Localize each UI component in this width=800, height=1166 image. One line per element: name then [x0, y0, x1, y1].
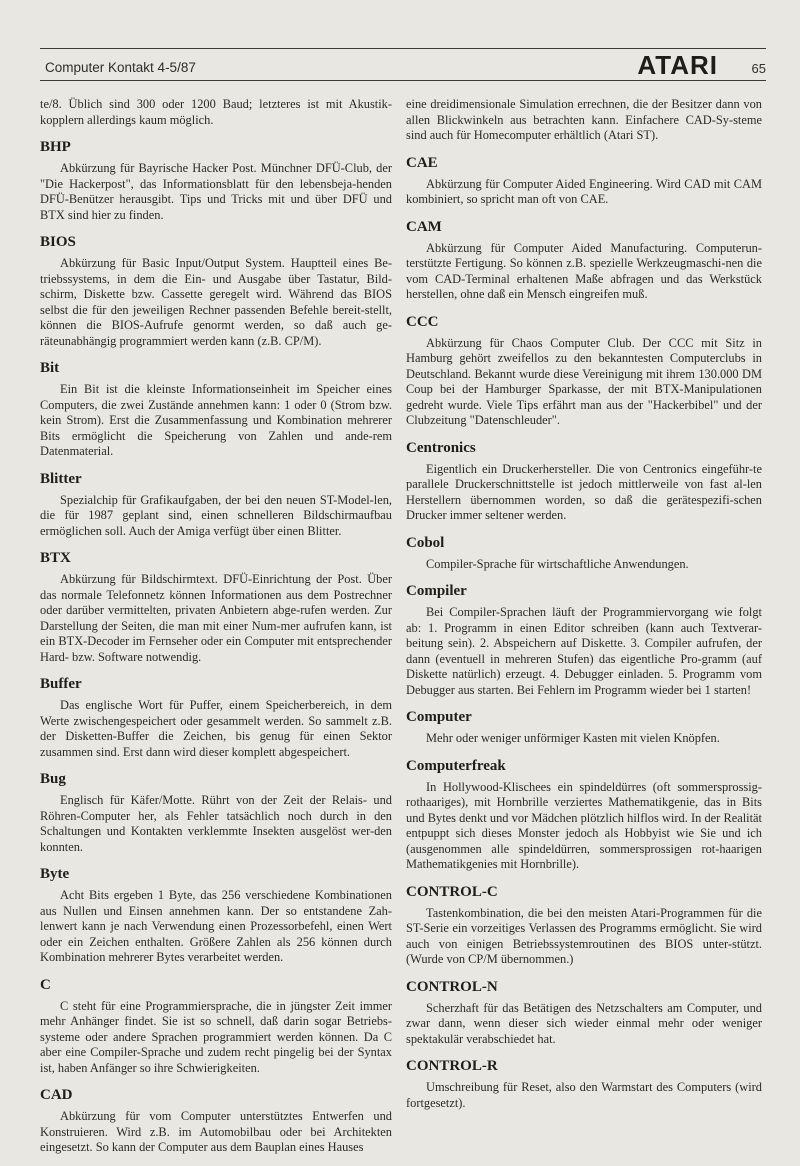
header-rule-bottom: [40, 80, 766, 81]
entry-term: Computer: [406, 709, 472, 725]
entry-term: CONTROL-R: [406, 1058, 498, 1074]
entry-definition: Spezialchip für Grafikaufgaben, der bei den neuen ST-Model-len, die für 1987 geplant sind, einen schnelleren Bildschirmaufbau ermöglichen soll. Auch der Amiga verfügt über einen Blitter.: [40, 492, 392, 538]
right-column: [406, 97, 762, 1121]
page-header: [40, 52, 766, 82]
glossary-entry: [406, 313, 762, 429]
left-column: [40, 97, 392, 1166]
entry-term: CAM: [406, 218, 442, 235]
glossary-entry: [40, 233, 392, 349]
glossary-entry: [40, 865, 392, 966]
entry-term: CONTROL-C: [406, 883, 498, 900]
entry-definition: Englisch für Käfer/Motte. Rührt von der Zeit der Relais- und Röhren-Computer her, als Fehler tatsächlich noch durch in den Schaltungen und Kontakten verklemmte Insekten ausgelöst wer-den konnten.: [40, 793, 392, 854]
glossary-entries-left: [40, 138, 392, 1156]
glossary-entry: [406, 582, 762, 698]
entry-term: Compiler: [406, 583, 467, 599]
entry-definition: C steht für eine Programmiersprache, die in jüngster Zeit immer mehr Anhänger findet. Sie ist so schnell, daß darin sogar Betriebs-systeme oder andere Sprachen programmiert werden können. Da C aber eine Compiler-Sprache und zudem recht pingelig bei der Syntax ist, haben Anfänger so ihre Schwierigkeiten.: [40, 998, 392, 1075]
entry-term: Computerfreak: [406, 757, 506, 774]
entry-term: Byte: [40, 866, 70, 882]
glossary-entry: [40, 470, 392, 540]
continued-text: [406, 97, 762, 144]
glossary-entry: [40, 675, 392, 760]
entry-term: CONTROL-N: [406, 978, 498, 995]
header-rule-top: [40, 48, 766, 49]
glossary-entry: [40, 549, 392, 665]
glossary-entry: [406, 757, 762, 873]
entry-term: CAD: [40, 1087, 73, 1103]
glossary-entries-right: [406, 154, 762, 1112]
entry-definition: Abkürzung für Computer Aided Manufacturing. Computerun-terstützte Fertigung. So können z.B. spezielle Werkzeugmaschi-nen die vom CAD-Terminal erhaltenen Maße abfragen und das Werkstück herstellen, ohne daß ein Mensch eingreifen muß.: [406, 240, 762, 301]
entry-definition: Scherzhaft für das Betätigen des Netzschalters am Computer, und zwar dann, wenn dieser sich wieder einmal mehr oder weniger spektakulär verabschiedet hat.: [406, 1000, 762, 1046]
entry-term: Cobol: [406, 534, 445, 551]
entry-definition: Bei Compiler-Sprachen läuft der Programmiervorgang wie folgt ab: 1. Programm in einen Editor schreiben (kann auch Textverar-beitung sein). 2. Abspeichern auf Diskette. 3. Compiler aufrufen, der dann (eventuell in mehreren Stufen) das eigentliche Pro-gramm (auf Diskette natürlich) erzeugt. 4. Debugger einladen. 5. Programm vom Debugger aus starten. Bei Fehlern im Programm wieder bei 1 starten!: [406, 605, 762, 697]
entry-definition: Tastenkombination, die bei den meisten Atari-Programmen für die ST-Serie ein vorzeitiges Verlassen des Programms ermöglicht. Sie wird auch von einigen Betriebssystemroutinen des BIOS unter-stützt. (Wurde von CP/M übernommen.): [406, 905, 762, 966]
glossary-entry: [406, 883, 762, 968]
glossary-entry: [406, 534, 762, 573]
entry-term: Bug: [40, 771, 66, 787]
entry-term: C: [40, 976, 51, 993]
entry-definition: Compiler-Sprache für wirtschaftliche Anwendungen.: [426, 556, 689, 571]
entry-definition: Abkürzung für Computer Aided Engineering. Wird CAD mit CAM kombiniert, so spricht man oft von CAE.: [406, 176, 762, 206]
magazine-issue: Computer Kontakt 4-5/87: [45, 60, 196, 75]
glossary-entry: [406, 218, 762, 303]
entry-term: BHP: [40, 139, 71, 155]
glossary-entry: [406, 439, 762, 524]
glossary-entry: [406, 708, 762, 747]
entry-term: CCC: [406, 313, 439, 330]
entry-term: BTX: [40, 550, 71, 566]
page-number: 65: [751, 61, 766, 76]
entry-definition: Abkürzung für vom Computer unterstütztes Entwerfen und Konstruieren. Wird z.B. im Automobilbau oder bei Architekten eingesetzt. So kann der Computer aus dem Bauplan eines Hauses: [40, 1109, 392, 1154]
entry-definition: Umschreibung für Reset, also den Warmstart des Computers (wird fortgesetzt).: [406, 1080, 762, 1110]
entry-term: Blitter: [40, 470, 82, 487]
glossary-entry: [406, 1057, 762, 1111]
brand-logo: ATARI: [637, 50, 718, 80]
glossary-entry: [40, 770, 392, 855]
intro-paragraph: te/8. Üblich sind 300 oder 1200 Baud; letzteres ist mit Akustik-kopplern allerdings kaum möglich.: [40, 97, 392, 127]
entry-definition: Acht Bits ergeben 1 Byte, das 256 verschiedene Kombinationen aus Nullen und Einsen annehmen kann. Der so entstandene Zah-lenwert kann je nach Verwendung einen Prozessorbefehl, einen Wert oder ein Zeichen enthalten. Größere Zahlen als 256 können durch Kombination mehrerer Bytes verarbeitet werden.: [40, 888, 392, 964]
entry-definition: Das englische Wort für Puffer, einem Speicherbereich, in dem Werte zwischengespeichert oder gesammelt werden. So sammelt z.B. der Disketten-Buffer die Zeichen, bis genug für einen Sektor zusammen sind. Erst dann wird dieser komplett abgespeichert.: [40, 698, 392, 759]
entry-definition: Abkürzung für Basic Input/Output System. Hauptteil eines Be-triebssystems, in dem die Ein- und Ausgabe über Tastatur, Bild-schirm, Diskette bzw. Cassette geregelt wird. Während das BIOS selbst die für den jeweiligen Rechner passenden Befehle bereit-stellt, können die BIOS-Aufrufe genormt werden, so daß auch ge-räteunabhängig programmiert werden kann (z.B. CP/M).: [40, 256, 392, 348]
glossary-entry: [40, 976, 392, 1077]
continued-text: [40, 97, 392, 128]
intro-paragraph: eine dreidimensionale Simulation errechnen, die der Besitzer dann von allen Blickwinkeln aus betrachten kann. Einfachere CAD-Sy-steme sind auch für Homecomputer erhältlich (Atari ST).: [406, 97, 762, 142]
entry-definition: Ein Bit ist die kleinste Informationseinheit im Speicher eines Computers, die zwei Zustände annehmen kann: 1 oder 0 (Strom bzw. kein Strom). Erst die Zusammenfassung und Kombination mehrerer Bits ermöglicht die Speicherung von Zahlen und ande-rem Datenmaterial.: [40, 382, 392, 458]
glossary-entry: [406, 154, 762, 208]
entry-term: Centronics: [406, 439, 476, 456]
entry-term: BIOS: [40, 234, 76, 250]
entry-definition: Mehr oder weniger unförmiger Kasten mit vielen Knöpfen.: [426, 731, 720, 745]
glossary-entry: [40, 1086, 392, 1156]
entry-definition: In Hollywood-Klischees ein spindeldürres (oft sommersprossig-rothaariges), mit Hornbrille verziertes Mathematikgenie, das in Bits und Bytes denkt und vor Mädchen plötzlich hilflos wird. In der Realität entpuppt sich dieses Monster jedoch als Hobbyist wie Sie und ich (ausgenommen alle spindeldürren, sommersprossigen rot-haarigen Mathematikgenies mit Hornbrille).: [406, 779, 762, 871]
entry-definition: Eigentlich ein Druckerhersteller. Die von Centronics eingeführ-te parallele Druckerschnittstelle ist jedoch mittlerweile von fast al-len Herstellern übernommen worden, so daß die gerätespezifi-schen Drucker immer seltener werden.: [406, 461, 762, 522]
entry-term: CAE: [406, 154, 438, 171]
entry-definition: Abkürzung für Chaos Computer Club. Der CCC mit Sitz in Hamburg gehört zweifellos zu den bekanntesten Computerclubs in Deutschland. Bekannt wurde diese Vereinigung mit ihrem 130.000 DM Coup bei der Hamburger Sparkasse, der mit BTX-Manipulationen gedreht wurde. Viele Tips erfährt man aus der "Hackerbibel" und der Clubzeitung "Datenschleuder".: [406, 335, 762, 427]
entry-term: Bit: [40, 360, 60, 376]
glossary-entry: [40, 359, 392, 460]
entry-definition: Abkürzung für Bayrische Hacker Post. Münchner DFÜ-Club, der "Die Hackerpost", das Informationsblatt für den lebensbeja-henden DFÜ-Benützer herausgibt. Tips und Tricks mit und über DFÜ und BTX sind hier zu finden.: [40, 161, 392, 222]
entry-term: Buffer: [40, 676, 82, 692]
glossary-entry: [406, 978, 762, 1048]
glossary-entry: [40, 138, 392, 223]
entry-definition: Abkürzung für Bildschirmtext. DFÜ-Einrichtung der Post. Über das normale Telefonnetz können Informationen aus dem Postrechner oder darüber vermittelten, privaten Anbietern abge-rufen werden. Zur Darstellung der Seiten, die man mit einer Num-mer aufrufen kann, ist ein BTX-Decoder im Fernseher oder ein Computer mit entsprechender Hard- bzw. Software notwendig.: [40, 572, 392, 664]
